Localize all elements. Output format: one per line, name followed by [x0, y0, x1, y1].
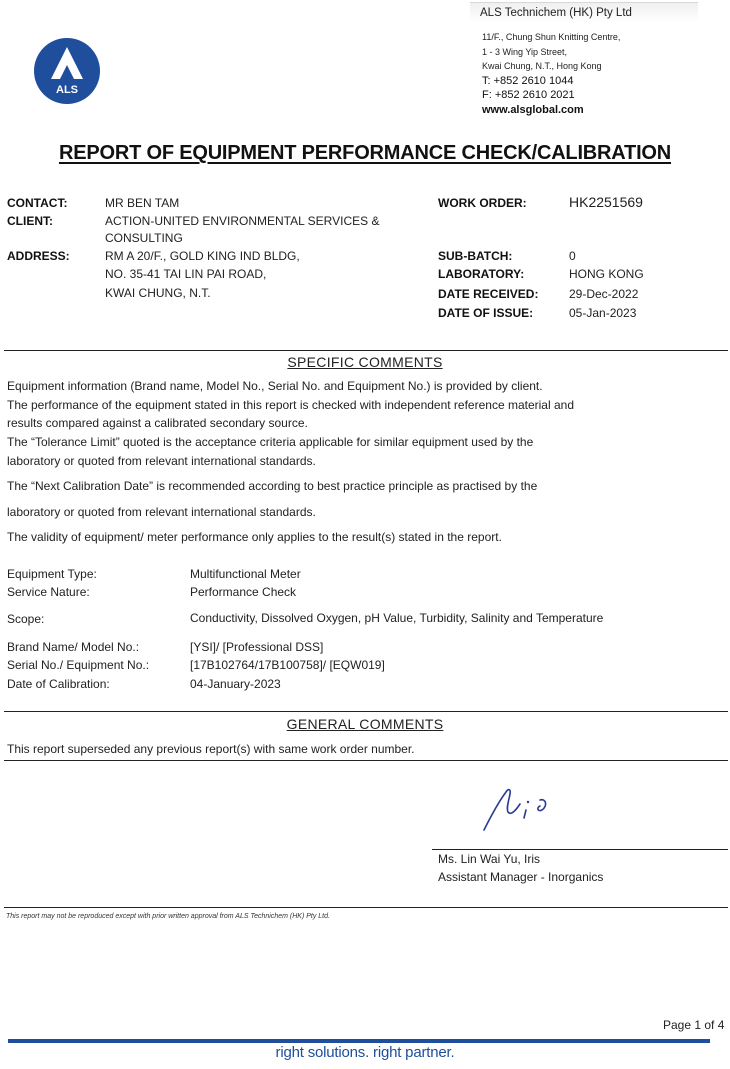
company-address-line: Kwai Chung, N.T., Hong Kong: [482, 61, 602, 71]
address-value: KWAI CHUNG, N.T.: [105, 286, 211, 300]
logo-text: ALS: [56, 84, 78, 96]
serial-equipment-label: Serial No./ Equipment No.:: [7, 658, 150, 672]
specific-comments-text: The “Tolerance Limit” quoted is the acceptance criteria applicable for similar equipment used by the: [7, 435, 534, 449]
brand-model-label: Brand Name/ Model No.:: [7, 640, 140, 654]
divider: [4, 907, 728, 908]
company-website: www.alsglobal.com: [482, 103, 584, 116]
divider: [4, 711, 728, 712]
date-received-value: 29-Dec-2022: [569, 287, 639, 301]
company-address-line: 1 - 3 Wing Yip Street,: [482, 46, 568, 57]
page-number: Page 1 of 4: [663, 1018, 725, 1032]
general-comments-heading: GENERAL COMMENTS: [286, 716, 444, 732]
address-value: RM A 20/F., GOLD KING IND BLDG,: [105, 249, 300, 263]
als-logo-icon: [33, 37, 101, 105]
work-order-label: WORK ORDER:: [438, 196, 527, 210]
laboratory-value: HONG KONG: [569, 267, 644, 281]
footer-bar: [8, 1039, 710, 1043]
date-received-label: DATE RECEIVED:: [438, 287, 539, 301]
divider: [4, 350, 728, 351]
company-phone: T: +852 2610 1044: [482, 74, 574, 87]
specific-comments-heading: SPECIFIC COMMENTS: [287, 354, 443, 370]
contact-label: CONTACT:: [7, 196, 68, 210]
company-address-line: 11/F., Chung Shun Knitting Centre,: [482, 32, 621, 42]
specific-comments-text: The “Next Calibration Date” is recommended according to best practice principle as practised by the: [7, 479, 538, 493]
scope-value: Conductivity, Dissolved Oxygen, pH Value, Turbidity, Salinity and Temperature: [190, 611, 604, 625]
client-value: ACTION-UNITED ENVIRONMENTAL SERVICES &: [105, 214, 380, 228]
service-nature-label: Service Nature:: [7, 585, 90, 599]
serial-equipment-value: [17B102764/17B100758]/ [EQW019]: [190, 658, 385, 672]
date-of-issue-value: 05-Jan-2023: [569, 306, 637, 320]
client-label: CLIENT:: [7, 214, 53, 228]
company-fax: F: +852 2610 2021: [482, 89, 575, 101]
equipment-type-value: Multifunctional Meter: [190, 567, 301, 581]
tagline: right solutions. right partner.: [275, 1044, 455, 1061]
sub-batch-label: SUB-BATCH:: [438, 249, 513, 263]
report-title: REPORT OF EQUIPMENT PERFORMANCE CHECK/CALIBRATION: [58, 142, 672, 164]
calibration-date-label: Date of Calibration:: [7, 677, 110, 691]
specific-comments-text: Equipment information (Brand name, Model No., Serial No. and Equipment No.) is provided by client.: [7, 379, 543, 393]
signature-line: [432, 849, 728, 850]
address-label: ADDRESS:: [7, 249, 70, 263]
divider: [4, 760, 728, 761]
sub-batch-value: 0: [569, 249, 576, 263]
signature-image: [478, 782, 558, 834]
address-value: NO. 35-41 TAI LIN PAI ROAD,: [105, 267, 267, 281]
client-value: CONSULTING: [105, 231, 183, 245]
laboratory-label: LABORATORY:: [438, 267, 525, 281]
footnote: This report may not be reproduced except with prior written approval from ALS Technichem (HK) Pty Ltd.: [6, 913, 330, 920]
company-block: [470, 2, 698, 118]
specific-comments-text: results compared against a calibrated secondary source.: [7, 416, 308, 430]
date-of-issue-label: DATE OF ISSUE:: [438, 306, 534, 320]
specific-comments-text: The validity of equipment/ meter performance only applies to the result(s) stated in the report.: [7, 530, 502, 544]
service-nature-value: Performance Check: [190, 585, 297, 599]
brand-model-value: [YSI]/ [Professional DSS]: [190, 640, 324, 654]
specific-comments-text: The performance of the equipment stated in this report is checked with independent reference material and: [7, 398, 574, 412]
signatory-name: Ms. Lin Wai Yu, Iris: [438, 852, 541, 866]
scope-label: Scope:: [7, 612, 45, 626]
specific-comments-text: laboratory or quoted from relevant international standards.: [7, 454, 316, 468]
specific-comments-text: laboratory or quoted from relevant international standards.: [7, 505, 316, 519]
calibration-date-value: 04-January-2023: [190, 677, 281, 691]
equipment-type-label: Equipment Type:: [7, 567, 97, 581]
contact-value: MR BEN TAM: [105, 196, 180, 210]
signatory-title: Assistant Manager - Inorganics: [438, 870, 604, 884]
work-order-value: HK2251569: [569, 194, 643, 210]
company-name: ALS Technichem (HK) Pty Ltd: [470, 2, 698, 22]
general-comments-text: This report superseded any previous report(s) with same work order number.: [7, 742, 415, 756]
